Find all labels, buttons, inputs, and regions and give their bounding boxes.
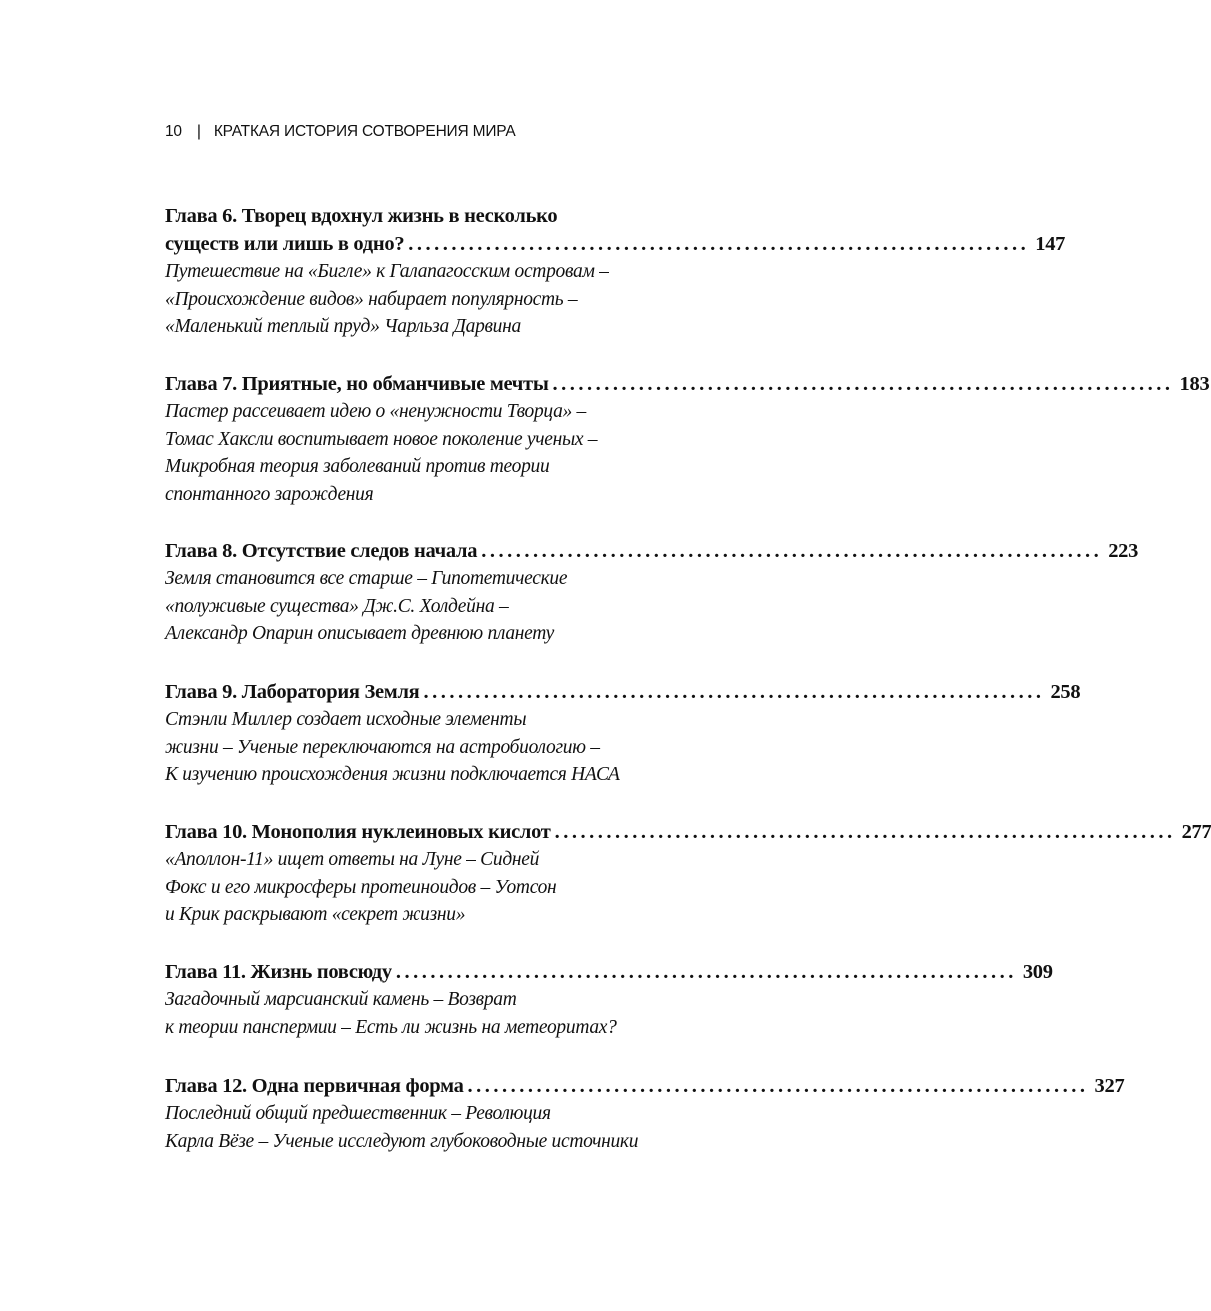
description-line: «Маленький теплый пруд» Чарльза Дарвина bbox=[165, 316, 521, 337]
description-line: спонтанного зарождения bbox=[165, 483, 374, 505]
dot-leader: ........................................................................ bbox=[408, 233, 1030, 255]
description-line: К изучению происхождения жизни подключается НАСА bbox=[165, 764, 620, 785]
description-line: Микробная теория заболеваний против теории bbox=[165, 456, 550, 477]
page-ref: 327 bbox=[1094, 1075, 1125, 1097]
chapter-title-row bbox=[165, 537, 1139, 565]
chapter-title: Глава 9. Лаборатория Земля bbox=[165, 681, 420, 703]
chapter-description bbox=[165, 846, 727, 929]
chapter-title-line1: Глава 6. Творец вдохнул жизнь в несколько bbox=[165, 205, 558, 227]
header-separator: | bbox=[196, 123, 201, 140]
chapter-description bbox=[165, 986, 727, 1041]
chapter-title-row bbox=[165, 370, 1210, 398]
description-line: Путешествие на «Бигле» к Галапагосским островам – bbox=[165, 261, 609, 282]
dot-leader: ........................................................................ bbox=[467, 1075, 1089, 1097]
description-line: Александр Опарин описывает древнюю планету bbox=[165, 623, 554, 644]
chapter-title: Глава 10. Монополия нуклеиновых кислот bbox=[165, 821, 551, 843]
chapter-description bbox=[165, 258, 727, 341]
description-line: к теории панспермии – Есть ли жизнь на метеоритах? bbox=[165, 1016, 617, 1038]
description-line: Загадочный марсианский камень – Возврат bbox=[165, 989, 517, 1010]
toc-entry-chapter-11[interactable] bbox=[165, 958, 1053, 1041]
chapter-title: Глава 7. Приятные, но обманчивые мечты bbox=[165, 373, 549, 395]
dot-leader: ........................................................................ bbox=[552, 373, 1174, 395]
chapter-title: Глава 11. Жизнь повсюду bbox=[165, 961, 392, 983]
page-ref: 277 bbox=[1181, 821, 1211, 843]
description-line: «Происхождение видов» набирает популярность – bbox=[165, 288, 578, 310]
description-line: Томас Хаксли воспитывает новое поколение ученых – bbox=[165, 428, 598, 450]
description-line: Последний общий предшественник – Революция bbox=[165, 1103, 551, 1124]
book-title: КРАТКАЯ ИСТОРИЯ СОТВОРЕНИЯ МИРА bbox=[213, 123, 516, 140]
toc-entry-chapter-6[interactable] bbox=[165, 202, 1066, 341]
chapter-title-row bbox=[165, 1072, 1125, 1100]
chapter-title-row bbox=[165, 678, 1081, 706]
page-ref: 309 bbox=[1022, 961, 1053, 983]
description-line: Пастер рассеивает идею о «ненужности Творца» – bbox=[165, 401, 587, 422]
description-line: Фокс и его микросферы протеиноидов – Уотсон bbox=[165, 876, 557, 898]
page-number: 10 bbox=[165, 123, 182, 140]
chapter-description bbox=[165, 565, 727, 648]
dot-leader: ........................................................................ bbox=[554, 821, 1176, 843]
description-line: Стэнли Миллер создает исходные элементы bbox=[165, 709, 527, 730]
toc-entry-chapter-10[interactable] bbox=[165, 818, 1211, 929]
page-ref: 183 bbox=[1179, 373, 1210, 395]
toc-entry-chapter-12[interactable] bbox=[165, 1072, 1125, 1155]
chapter-title: Глава 12. Одна первичная форма bbox=[165, 1075, 464, 1097]
dot-leader: ........................................................................ bbox=[423, 681, 1045, 703]
page-ref: 258 bbox=[1050, 681, 1081, 703]
chapter-description bbox=[165, 706, 727, 789]
description-line: «Аполлон-11» ищет ответы на Луне – Сидней bbox=[165, 849, 540, 870]
toc-entry-chapter-7[interactable] bbox=[165, 370, 1210, 508]
chapter-title-row bbox=[165, 818, 1211, 846]
description-line: Карла Вёзе – Ученые исследуют глубоководные источники bbox=[165, 1130, 639, 1152]
chapter-description bbox=[165, 398, 727, 508]
description-line: «полуживые существа» Дж.С. Холдейна – bbox=[165, 595, 509, 617]
running-header bbox=[165, 120, 516, 144]
dot-leader: ........................................................................ bbox=[481, 540, 1103, 562]
chapter-title-row bbox=[165, 958, 1053, 986]
page-ref: 223 bbox=[1108, 540, 1139, 562]
description-line: жизни – Ученые переключаются на астробиологию – bbox=[165, 736, 600, 758]
description-line: Земля становится все старше – Гипотетические bbox=[165, 568, 568, 589]
chapter-title: существ или лишь в одно? bbox=[165, 233, 405, 255]
toc-entry-chapter-8[interactable] bbox=[165, 537, 1139, 648]
chapter-title: Глава 8. Отсутствие следов начала bbox=[165, 540, 478, 562]
description-line: и Крик раскрывают «секрет жизни» bbox=[165, 904, 466, 925]
page-ref: 147 bbox=[1035, 233, 1066, 255]
chapter-title-row bbox=[165, 230, 1066, 258]
toc-entry-chapter-9[interactable] bbox=[165, 678, 1081, 789]
chapter-description bbox=[165, 1100, 727, 1155]
dot-leader: ........................................................................ bbox=[395, 961, 1017, 983]
